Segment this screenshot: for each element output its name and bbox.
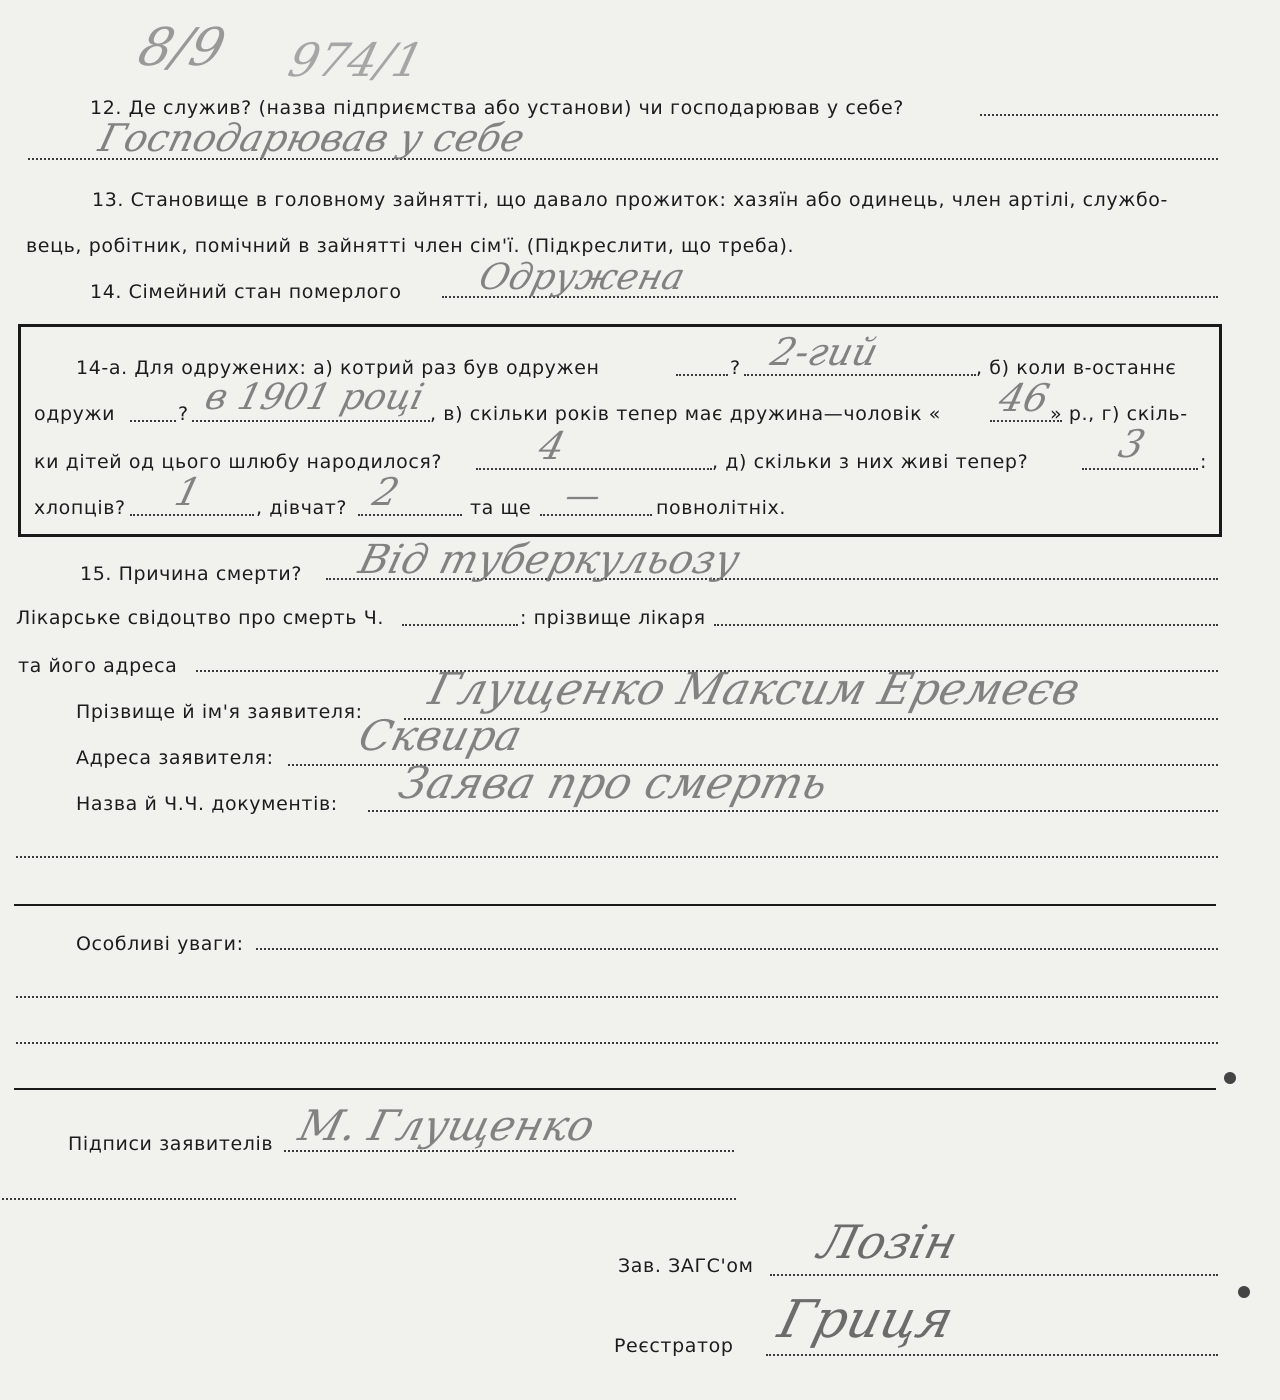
documents-extra-dots — [16, 856, 1218, 858]
doctor-address-label: та його адреса — [18, 655, 178, 677]
q14a-age-answer: 46 — [994, 376, 1054, 420]
q15-label: 15. Причина смерти? — [80, 563, 303, 585]
section-divider-1 — [14, 904, 1216, 906]
registrar-dots — [766, 1354, 1218, 1356]
q14a-line4-a: хлопців? — [34, 497, 126, 519]
q14a-line1-b: , б) коли в-останнє — [976, 357, 1177, 379]
q14a-minors-answer: — — [561, 476, 605, 516]
q13-line2: вець, робітник, помічний в зайнятті член сім'ї. (Підкреслити, що треба). — [26, 235, 795, 257]
q12-dotted-line — [980, 114, 1218, 116]
q14a-line3-a: ки дітей од цього шлюбу народилося? — [34, 451, 443, 473]
q14a-minors-dots — [540, 514, 652, 516]
q14a-girls-answer: 2 — [368, 470, 404, 514]
binding-mark — [1238, 1286, 1250, 1298]
zags-head-signature: Лозін — [813, 1215, 963, 1269]
q14a-line3-b: , д) скільки з них живі тепер? — [712, 451, 1029, 473]
q14a-line2-dots2 — [192, 420, 430, 422]
doctor-dots — [714, 624, 1218, 626]
q14a-line1-a: 14-а. Для одружених: а) котрий раз був одружен — [76, 357, 600, 379]
q14a-times-answer: 2-гий — [766, 330, 883, 374]
documents-dots — [368, 810, 1218, 812]
notes-dots-2 — [16, 996, 1218, 998]
q14-answer: Одружена — [475, 257, 689, 298]
zags-dots — [770, 1274, 1218, 1276]
documents-label: Назва й Ч.Ч. документів: — [76, 793, 338, 815]
notes-dots-3 — [16, 1042, 1218, 1044]
applicant-name-answer: Глущенко Максим Еремеєв — [423, 664, 1086, 715]
q14a-line4-c: та ще — [470, 497, 532, 519]
q14a-line4-d: повнолітніх. — [656, 497, 786, 519]
applicant-signature: М. Глущенко — [294, 1101, 600, 1150]
applicant-name-dots — [404, 718, 1218, 720]
registrar-label: Реєстратор — [614, 1335, 734, 1357]
q14a-boys-answer: 1 — [170, 470, 206, 514]
signatures-label: Підписи заявителів — [68, 1133, 274, 1155]
applicant-name-label: Прізвище й ім'я заявителя: — [76, 701, 363, 723]
archive-pencil-number: 974/1 — [283, 33, 430, 87]
q13-line1: 13. Становище в головному зайнятті, що давало прожиток: хазяїн або одинець, член артілі, службо- — [92, 189, 1168, 211]
notes-dots-1 — [256, 948, 1218, 950]
certificate-number-dots — [402, 624, 518, 626]
q14a-line2-a: одружи — [34, 403, 116, 425]
signatures-dots-2 — [2, 1198, 736, 1200]
zags-head-label: Зав. ЗАГС'ом — [618, 1255, 754, 1277]
signatures-dots-1 — [284, 1150, 734, 1152]
documents-answer: Заява про смерть — [393, 758, 834, 809]
registrar-signature: Гриця — [772, 1290, 960, 1350]
q14a-line2-c: » р., г) скіль- — [1050, 403, 1188, 425]
q14a-line1-dots2 — [744, 374, 976, 376]
q14a-children-answer: 4 — [534, 424, 570, 468]
q12-answer: Господарював у себе — [94, 116, 530, 160]
section-divider-2 — [14, 1088, 1216, 1090]
notes-label: Особливі уваги: — [76, 933, 244, 955]
doctor-label: : прізвище лікаря — [520, 607, 706, 629]
q14a-line1-q: ? — [730, 357, 741, 379]
q14a-line4-b: , дівчат? — [256, 497, 348, 519]
q14a-line1-dots1 — [676, 374, 728, 376]
q14a-line3-end: : — [1200, 451, 1208, 473]
archive-ink-number: 8/9 — [132, 18, 232, 78]
q14a-girls-dots — [358, 514, 462, 516]
q14a-line2-dots1 — [130, 420, 176, 422]
q14a-line3-dots1 — [476, 468, 712, 470]
q12-label: 12. Де служив? (назва підприємства або установи) чи господарював у себе? — [90, 97, 904, 119]
q14a-line2-b: , в) скільки років тепер має дружина—чоловік « — [430, 403, 942, 425]
q14a-boys-dots — [130, 514, 254, 516]
q15-answer: Від туберкульозу — [354, 537, 745, 583]
q14a-line3-dots2 — [1082, 468, 1198, 470]
q14a-year-answer: в 1901 році — [201, 377, 429, 418]
q14-label: 14. Сімейний стан померлого — [90, 281, 402, 303]
applicant-address-label: Адреса заявителя: — [76, 747, 274, 769]
q14a-line2-q: ? — [178, 403, 189, 425]
certificate-label: Лікарське свідоцтво про смерть Ч. — [16, 607, 384, 629]
applicant-address-answer: Сквира — [354, 711, 527, 760]
q14a-alive-answer: 3 — [1114, 422, 1150, 466]
binding-mark — [1224, 1072, 1236, 1084]
